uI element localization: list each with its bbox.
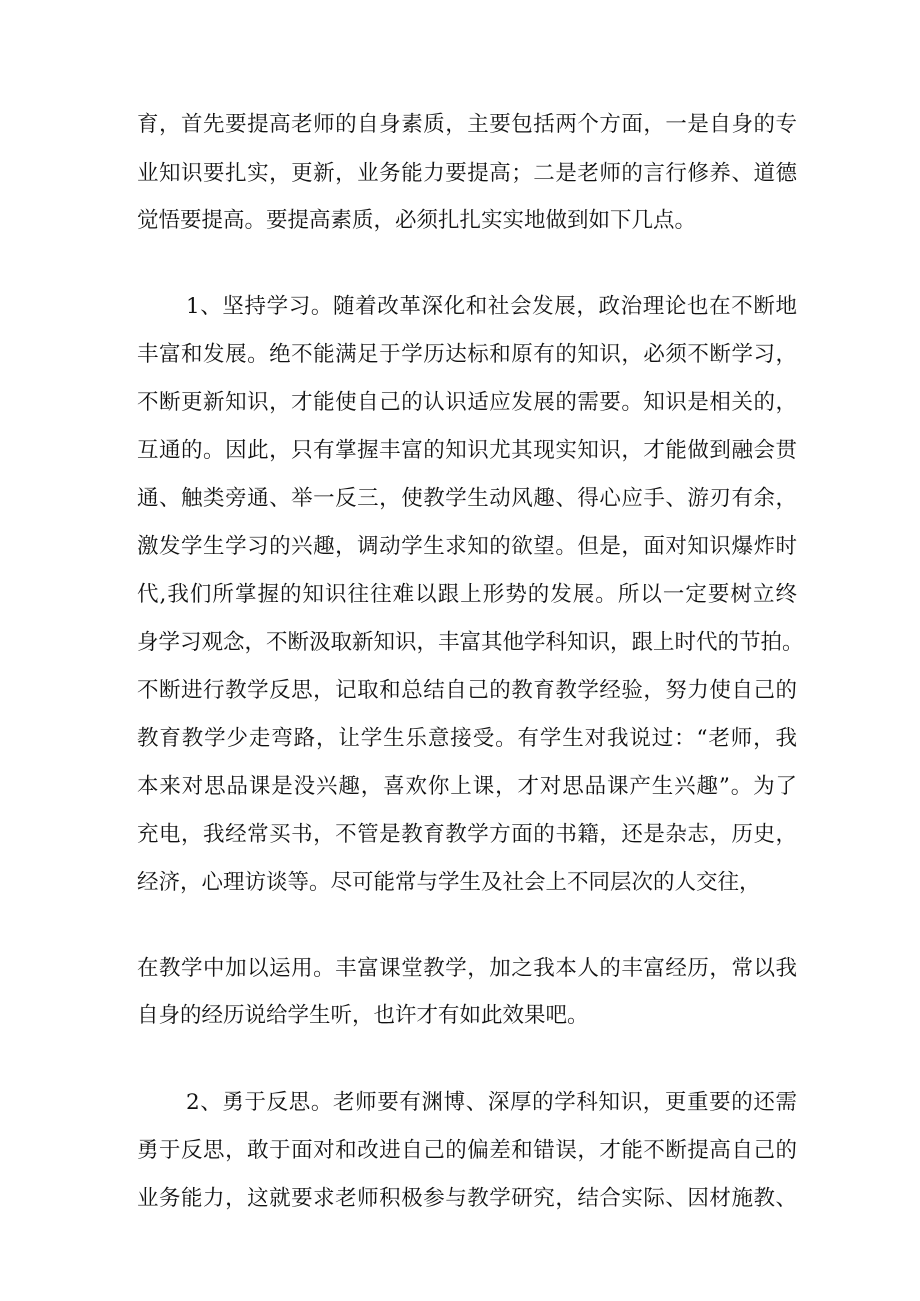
text-line: 觉悟要提高。要提高素质，必须扎扎实实地做到如下几点。	[137, 208, 697, 233]
text-line: 代,我们所掌握的知识往往难以跟上形势的发展。所以一定要树立终	[137, 582, 797, 607]
text-line: 不断更新知识，才能使自己的认识适应发展的需要。知识是相关的，	[137, 390, 797, 415]
text-line: 勇于反思，敢于面对和改进自己的偏差和错误，才能不断提高自己的	[137, 1138, 797, 1163]
text-line: 育，首先要提高老师的自身素质，主要包括两个方面，一是自身的专	[137, 112, 797, 137]
text-line: 身学习观念，不断汲取新知识，丰富其他学科知识，跟上时代的节拍。	[137, 630, 804, 655]
text-line: 通、触类旁通、举一反三，使教学生动风趣、得心应手、游刃有余，	[137, 486, 797, 511]
paragraph-first-line: 1、坚持学习。随着改革深化和社会发展，政治理论也在不断地	[186, 294, 797, 319]
text-line: 经济，心理访谈等。尽可能常与学生及社会上不同层次的人交往，	[137, 870, 761, 895]
text-line: 本来对思品课是没兴趣，喜欢你上课，才对思品课产生兴趣”。为了	[137, 774, 797, 799]
text-line: 教育教学少走弯路，让学生乐意接受。有学生对我说过：“老师，我	[137, 726, 797, 751]
text-line: 自身的经历说给学生听，也许才有如此效果吧。	[137, 1003, 589, 1028]
paragraph-first-line: 2、勇于反思。老师要有渊博、深厚的学科知识，更重要的还需	[186, 1090, 797, 1115]
text-line: 激发学生学习的兴趣，调动学生求知的欲望。但是，面对知识爆炸时	[137, 534, 797, 559]
text-line: 业务能力，这就要求老师积极参与教学研究，结合实际、因材施教、	[137, 1186, 797, 1211]
text-line: 业知识要扎实，更新，业务能力要提高；二是老师的言行修养、道德	[137, 161, 797, 186]
text-line: 丰富和发展。绝不能满足于学历达标和原有的知识，必须不断学习，	[137, 342, 797, 367]
text-line: 充电，我经常买书，不管是教育教学方面的书籍，还是杂志，历史，	[137, 822, 797, 847]
text-line: 互通的。因此，只有掌握丰富的知识尤其现实知识，才能做到融会贯	[137, 438, 797, 463]
text-line: 在教学中加以运用。丰富课堂教学，加之我本人的丰富经历，常以我	[137, 956, 797, 981]
text-line: 不断进行教学反思，记取和总结自己的教育教学经验，努力使自己的	[137, 678, 797, 703]
